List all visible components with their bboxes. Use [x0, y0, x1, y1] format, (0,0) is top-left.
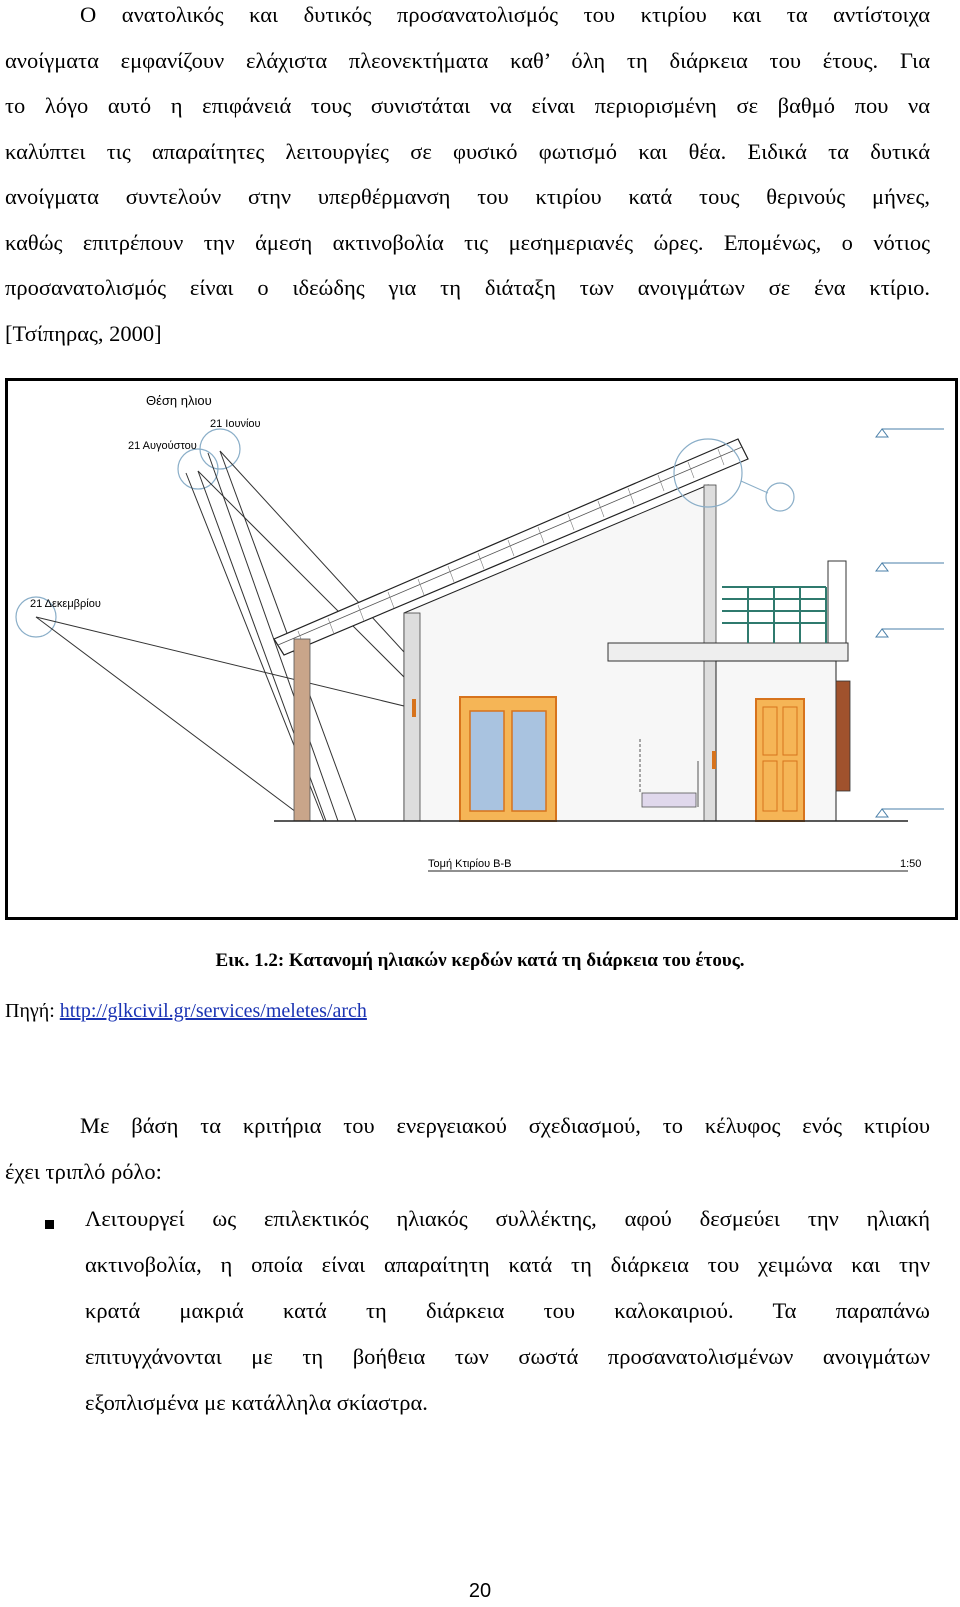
- paragraph-line: Με βάση τα κριτήρια του ενεργειακού σχεδιασμού, το κέλυφος ενός κτιρίου: [80, 1113, 930, 1138]
- balcony-railing: [722, 587, 826, 643]
- paragraph-line: καθώς επιτρέπουν την άμεση ακτινοβολία τις μεσημεριανές ώρες. Επομένως, ο νότιος: [5, 229, 930, 255]
- figure-caption: Εικ. 1.2: Κατανομή ηλιακών κερδών κατά τη διάρκεια του έτους.: [215, 950, 745, 971]
- paragraph-line: ανοίγματα εμφανίζουν ελάχιστα πλεονεκτήματα καθ’ όλη τη διάρκεια του έτους. Για: [5, 47, 930, 73]
- bullet-line: Λειτουργεί ως επιλεκτικός ηλιακός συλλέκτης, αφού δεσμεύει την ηλιακή: [85, 1206, 930, 1231]
- sun-position-label: Θέση ηλιου: [146, 393, 212, 408]
- paragraph-line: Ο ανατολικός και δυτικός προσανατολισμός του κτιρίου και τα αντίστοιχα: [80, 2, 930, 27]
- figure-source: [5, 1000, 367, 1023]
- bullet-text: [85, 1196, 930, 1426]
- bullet-line: επιτυγχάνονται με τη βοήθεια των σωστά προσανατολισμένων ανοιγμάτων: [85, 1344, 930, 1369]
- source-link[interactable]: http://glkcivil.gr/services/meletes/arch: [59, 1000, 367, 1022]
- paragraph-line: καλύπτει τις απαραίτητες λειτουργίες σε φυσικό φωτισμό και θέα. Ειδικά τα δυτικά: [5, 138, 930, 164]
- paragraph-line: το λόγο αυτό η επιφάνειά τους συνιστάται να είναι περιορισμένη σε βαθμό που να: [5, 93, 930, 118]
- bullet-line: κρατά μακριά κατά τη διάρκεια του καλοκαιριού. Τα παραπάνω: [85, 1298, 930, 1323]
- body-paragraph-2: [5, 1103, 930, 1195]
- paragraph-line: έχει τριπλό ρόλο:: [5, 1159, 162, 1184]
- source-label: Πηγή:: [5, 1000, 60, 1022]
- building-section-drawing: [8, 381, 955, 917]
- left-column: [294, 639, 310, 821]
- balcony-slab: [608, 643, 848, 661]
- double-door: [460, 697, 556, 821]
- single-door: [756, 699, 804, 821]
- page-number: 20: [468, 1580, 492, 1602]
- december-label: 21 Δεκεμβρίου: [30, 598, 101, 610]
- june-label: 21 Ιουνίου: [210, 418, 261, 430]
- sun-august-icon: [178, 449, 218, 489]
- paragraph-line: ανοίγματα συντελούν στην υπερθέρμανση του κτιρίου κατά τους θερινούς μήνες,: [5, 184, 930, 209]
- square-bullet-icon: [45, 1220, 54, 1229]
- section-label: Τομή Κτιρίου Β-Β: [428, 858, 512, 870]
- scale-label: 1:50: [900, 858, 922, 870]
- paragraph-line: προσανατολισμός είναι ο ιδεώδης για τη διάταξη των ανοιγμάτων σε ένα κτίριο.: [5, 275, 930, 300]
- paragraph-line: [Τσίπηρας, 2000]: [5, 320, 162, 346]
- august-label: 21 Αυγούστου: [128, 440, 197, 452]
- bullet-line: ακτινοβολία, η οποία είναι απαραίτητη κατά τη διάρκεια του χειμώνα και την: [85, 1252, 930, 1277]
- figure-building-section: [5, 378, 958, 920]
- bullet-line: εξοπλισμένα με κατάλληλα σκίαστρα.: [85, 1390, 428, 1415]
- sun-june-icon: [200, 429, 240, 469]
- body-paragraph-1: [5, 0, 930, 356]
